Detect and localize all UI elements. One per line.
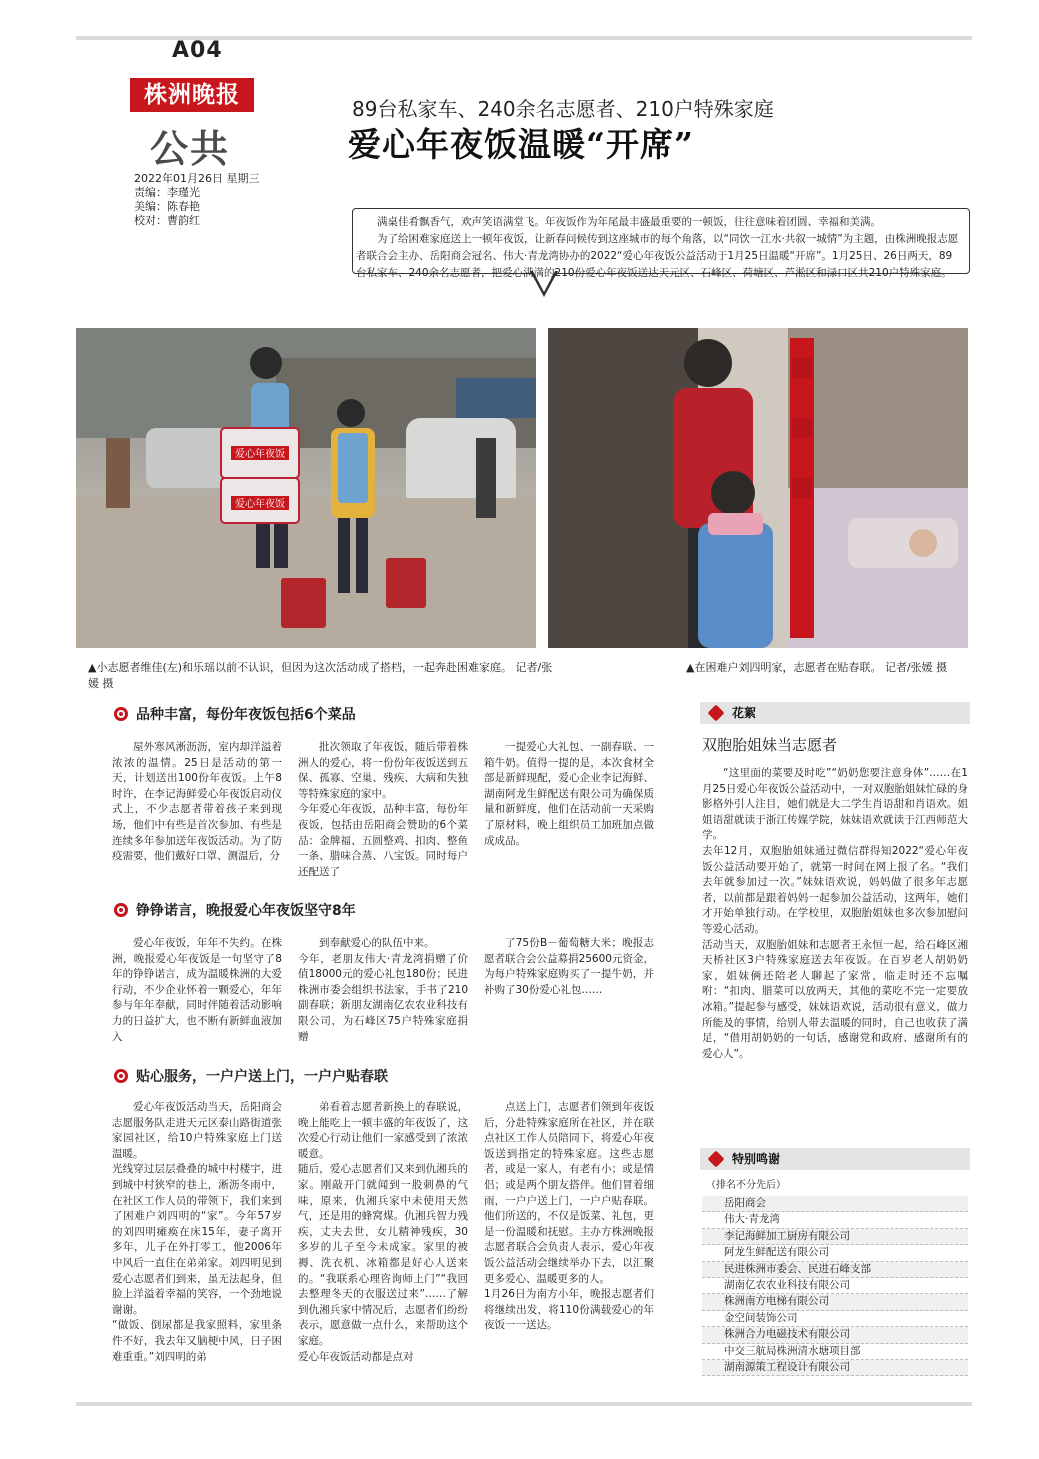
sidebar-story: “这里面的菜要及时吃”“奶奶您要注意身体”……在1月25日爱心年夜饭公益活动中，一对双胞胎姐妹忙碌的身影格外引人注目，她们就是大二学生肖语甜和肖语欢。姐姐语甜就读于浙江传媒学院，妹妹语欢就读于江西师范大学。 去年12月，双胞胎姐妹通过微信群得知2022“爱心年夜饭公益活动要开始了，就第一时间在网上报了名。“我们去年就参加过一次。”妹妹语欢说，妈妈做了很多年志愿者，以前都是跟着妈妈一起参加公益活动，这两年，她们才开始单独行动。在学校里，双胞胎姐妹也多次参加慰问等爱心活动。 活动当天，双胞胎姐妹和志愿者王永恒一起，给石峰区湘天桥社区3户特殊家庭送去年夜饭。在百岁老人胡奶奶家，姐妹俩还陪老人聊起了家常，临走时还不忘嘱咐：“扣肉、腊菜可以放两天，其他的菜吃不完一定要放冰箱。”提起参与感受，妹妹语欢说，活动很有意义，做力所能及的事情，给别人带去温暖的同时，自己也收获了满足，“借用胡奶奶的一句话，感谢党和政府、感谢所有的爱心人”。 [702, 767, 968, 1060]
box-label: 爱心年夜饭 [235, 499, 285, 510]
section-1-col-2: 批次领取了年夜饭，随后带着株洲人的爱心，将一份份年夜饭送到五保、孤寡、空巢、残疾、大病和失独等特殊家庭的家中。 今年爱心年夜饭，品种丰富，每份年夜饭，包括由岳阳商会赞助的6个菜品：金牌福、五圆整鸡、扣肉、整鱼一条、腊味合蒸、八宝饭。同时每户还配送了 [298, 741, 468, 878]
section-2-col-3: 了75份B－葡萄糖大米；晚报志愿者联合会公益募捐25600元资金，为每户特殊家庭购买了一提牛奶，并补购了30份爱心礼包…… [484, 937, 654, 996]
section-heading: 品种丰富，每份年夜饭包括6个菜品 [114, 704, 356, 724]
issue-meta [134, 172, 260, 228]
sidebar-tag-thanks: 特别鸣谢 [700, 1148, 970, 1170]
tag-icon [708, 1151, 725, 1168]
photo-volunteers-walking [76, 328, 536, 648]
sidebar-story-title: 双胞胎姐妹当志愿者 [702, 736, 838, 754]
headline-subtitle: 89台私家车、240余名志愿者、210户特殊家庭 [352, 97, 774, 121]
section-3-col-1: 爱心年夜饭活动当天，岳阳商会志愿服务队走进天元区泰山路街道张家园社区，给10户特殊家庭上门送温暖。 光线穿过层层叠叠的城中村楼宇，进到城中村狭窄的巷上，淅沥冬雨中，在社区工作人员的带领下，我们来到了困难户刘四明的“家”。今年57岁的刘四明瘫痪在床15年，妻子离开多年，儿子在外打零工，他2006年中风后一直住在弟弟家。刘四明见到爱心志愿者们到来，虽无法起身，但脸上洋溢着幸福的笑容，一个劲地说谢谢。 “做饭、倒尿都是我家照料，家里条件不好，我去年又脑梗中风，日子困难重重。”刘四明的弟 [112, 1101, 282, 1363]
newspaper-logo: 株洲晚报 [130, 78, 254, 112]
list-item: 李记海鲜加工厨房有限公司 [702, 1229, 968, 1245]
headline-title: 爱心年夜饭温暖“开席” [348, 125, 694, 164]
section-heading: 铮铮诺言，晚报爱心年夜饭坚守8年 [114, 900, 356, 920]
intro-text [356, 214, 962, 282]
list-item: 岳阳商会 [702, 1196, 968, 1212]
list-item: 民进株洲市委会、民进石峰支部 [702, 1262, 968, 1278]
section-2-col-2: 到奉献爱心的队伍中来。 今年，老朋友伟大·青龙湾捐赠了价值18000元的爱心礼包180份；民进株洲市委会组织书法家，手书了210副春联；新朋友湖南亿农农业科技有限公司，为石峰区75户特殊家庭捐赠 [298, 937, 468, 1043]
section-bullet-icon [114, 707, 128, 721]
list-item: 中交三航局株洲清水塘项目部 [702, 1344, 968, 1360]
section-3-col-3: 点送上门，志愿者们领到年夜饭后，分赴特殊家庭所在社区，并在联点社区工作人员陪同下，将爱心年夜饭送到指定的特殊家庭。这些志愿者，或是一家人，有老有小；或是情侣；或是两个朋友搭伴。他们冒着细雨，一户户送上门，一户户贴春联。他们所送的，不仅是饭菜、礼包，更是一份温暖和抚慰。主办方株洲晚报志愿者联合会负责人表示，爱心年夜饭公益活动会继续举办下去，以汇聚更多爱心、温暖更多的人。 1月26日为南方小年，晚报志愿者们将继续出发，将110份满载爱心的年夜饭一一送达。 [484, 1101, 654, 1332]
list-item: 株洲南方电梯有限公司 [702, 1294, 968, 1310]
photo-illustration [548, 328, 968, 648]
section-name: 公共 [150, 126, 231, 171]
box-label: 爱心年夜饭 [235, 449, 285, 460]
section-bullet-icon [114, 903, 128, 917]
issue-date: 2022年01月26日 星期三 [134, 172, 260, 185]
section-heading: 贴心服务，一户户送上门，一户户贴春联 [114, 1066, 388, 1086]
proofreader-credit: 校对：曹韵红 [134, 214, 200, 227]
bottom-rule [76, 1402, 972, 1406]
section-bullet-icon [114, 1069, 128, 1083]
list-item: 湖南源策工程设计有限公司 [702, 1360, 968, 1376]
sidebar-tag-huaxu: 花絮 [700, 702, 970, 724]
section-3-col-2: 弟看着志愿者新换上的春联说，晚上能吃上一顿丰盛的年夜饭了，这次爱心行动让他们一家感受到了浓浓暖意。 随后，爱心志愿者们又来到仇湘兵的家。刚敲开门就闻到一股刺鼻的气味，原来，仇湘兵家中未使用天然气，还是用的蜂窝煤。仇湘兵智力残疾，丈夫去世，女儿精神残疾，30多岁的儿子至今未成家。家里的被褥、洗衣机、冰箱都是好心人送来的。“我联系心理咨询师上门”“我回去整理冬天的衣服送过来”……了解到仇湘兵家中情况后，志愿者们纷纷表示，愿意做一点什么，来帮助这个家庭。 爱心年夜饭活动都是点对 [298, 1101, 468, 1363]
photo-posting-couplets [548, 328, 968, 648]
intro-paragraph: 满桌佳肴飘香气，欢声笑语满堂飞。年夜饭作为年尾最丰盛最重要的一顿饭，往往意味着团圆、幸福和美满。 [377, 216, 881, 228]
thanks-list [702, 1196, 968, 1376]
intro-paragraph: 为了给困难家庭送上一顿年夜饭，让新春问候传到这座城市的每个角落，以“同饮一江水·共叙一城情”为主题，由株洲晚报志愿者联合会主办、岳阳商会冠名、伟大·青龙湾协办的2022“爱心年夜饭公益活动于1月25日温暖“开席”。1月25日、26日两天，89台私家车、240余名志愿者，把爱心满满的210份爱心年夜饭送达天元区、石峰区、荷塘区、芦淞区和渌口区共210户特殊家庭。 [356, 233, 959, 279]
thanks-note: （排名不分先后） [706, 1180, 786, 1191]
section-1-col-3: 一提爱心大礼包、一副春联、一箱牛奶。值得一提的是，本次食材全部是新鲜现配，爱心企业李记海鲜、湖南阿龙生鲜配送有限公司为确保质量和新鲜度，他们在活动前一天采购了原材料，晚上组织员工加班加点做成成品。 [484, 741, 654, 847]
art-editor-credit: 美编：陈春艳 [134, 200, 200, 213]
editor-credit: 责编：李瑾光 [134, 186, 200, 199]
list-item: 伟大·青龙湾 [702, 1212, 968, 1228]
photo-illustration [76, 328, 536, 648]
section-1-col-1: 屋外寒风淅沥沥，室内却洋溢着浓浓的温情。25日是活动的第一天，计划送出100份年夜饭。上午8时许，在李记海鲜爱心年夜饭启动仪式上，不少志愿者带着孩子来到现场，他们中有些是首次参加、有些是连续多年参加送年夜饭活动。为了防疫需要，他们戴好口罩、测温后，分 [112, 741, 282, 863]
list-item: 湖南亿农农业科技有限公司 [702, 1278, 968, 1294]
section-2-col-1: 爱心年夜饭，年年不失约。在株洲，晚报爱心年夜饭是一句坚守了8年的铮铮诺言，成为温暖株洲的大爱行动，不少企业怀着一颗爱心，年年参与年年奉献，同时伴随着活动影响力的日益扩大，也不断有新鲜血液加入 [112, 937, 282, 1043]
page-number: A04 [172, 38, 223, 63]
photo-caption-right: ▲在困难户刘四明家，志愿者在贴春联。 记者/张媛 摄 [686, 661, 948, 674]
photo-caption-left: ▲小志愿者维佳(左)和乐瑶以前不认识，但因为这次活动成了搭档，一起奔赴困难家庭。 记者/张媛 摄 [88, 661, 553, 690]
tag-icon [708, 705, 725, 722]
list-item: 金空间装饰公司 [702, 1311, 968, 1327]
list-item: 阿龙生鲜配送有限公司 [702, 1245, 968, 1261]
list-item: 株洲合力电磁技术有限公司 [702, 1327, 968, 1343]
